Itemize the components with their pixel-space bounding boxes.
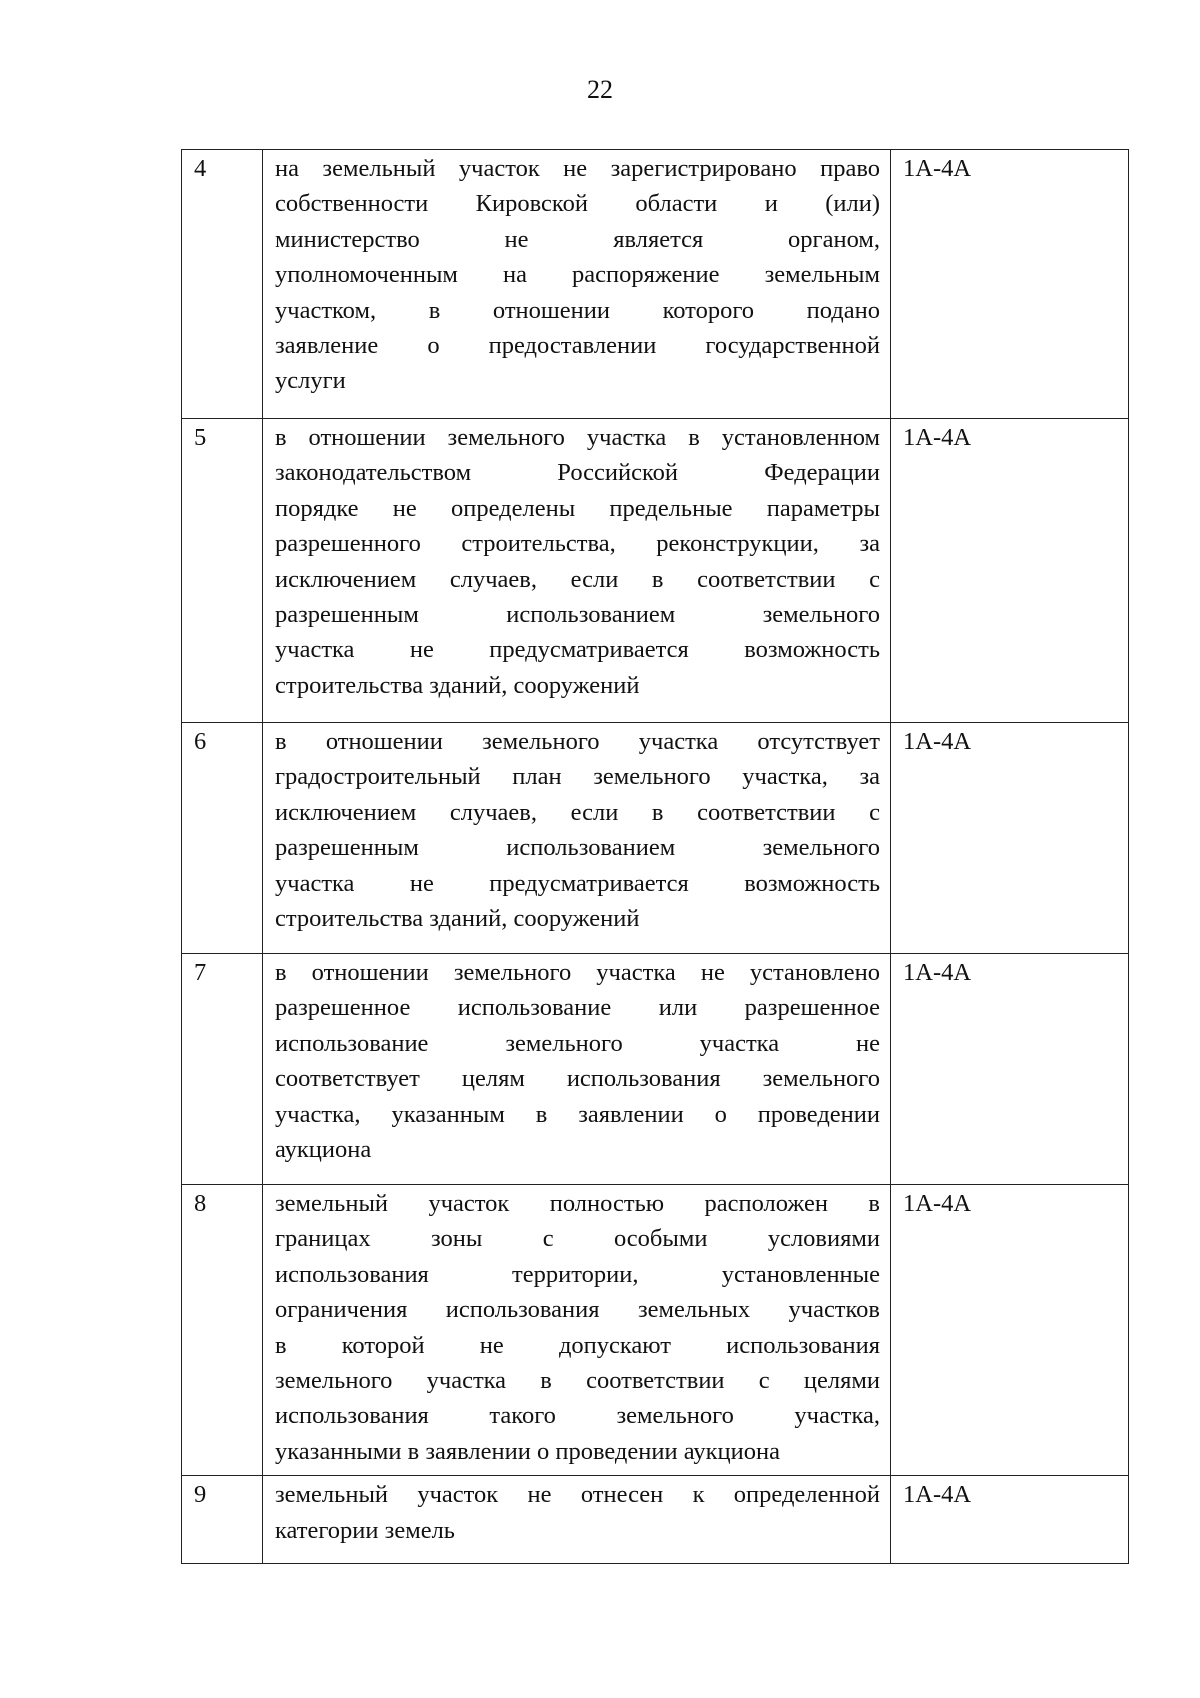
row-number-cell: 8 [182,1185,263,1476]
text-line: указанными в заявлении о проведении аукциона [275,1437,780,1465]
row-description-cell [263,723,891,954]
row-code-cell: 1А-4А [891,150,1129,419]
table-row [182,150,1129,419]
row-number-cell: 5 [182,419,263,723]
grounds-table [181,149,1129,1564]
row-code-cell: 1А-4А [891,723,1129,954]
text-line: порядке не определены предельные параметры [275,494,880,522]
table-row [182,954,1129,1185]
text-line: использование земельного участка не [275,1029,880,1057]
text-line: разрешенное использование или разрешенное [275,994,880,1022]
text-line: на земельный участок не зарегистрировано право [275,155,880,182]
text-line: ограничения использования земельных участков [275,1296,880,1324]
row-code-cell: 1А-4А [891,1185,1129,1476]
row-description-cell [263,1476,891,1564]
text-line: строительства зданий, сооружений [275,905,640,933]
text-line: исключением случаев, если в соответствии с [275,565,880,593]
text-line: участка, указанным в заявлении о проведении [275,1100,880,1128]
text-line: уполномоченным на распоряжение земельным [275,261,880,289]
text-line: участка не предусматривается возможность [275,636,880,664]
row-description-cell [263,419,891,723]
text-line: в которой не допускают использования [275,1331,880,1359]
text-line: разрешенным использованием земельного [275,601,880,629]
text-line: земельный участок не отнесен к определенной [275,1481,880,1509]
text-line: земельный участок полностью расположен в [275,1190,880,1217]
table-row [182,723,1129,954]
row-number-cell: 9 [182,1476,263,1564]
row-code-cell: 1А-4А [891,1476,1129,1564]
row-code-cell: 1А-4А [891,419,1129,723]
text-line: аукциона [275,1136,372,1164]
text-line: границах зоны с особыми условиями [275,1225,880,1253]
text-line: законодательством Российской Федерации [275,459,880,487]
text-line: категории земель [275,1516,455,1544]
row-number-cell: 6 [182,723,263,954]
text-line: соответствует целям использования земельного [275,1065,880,1093]
text-line: услуги [275,367,346,395]
row-code-cell: 1А-4А [891,954,1129,1185]
text-line: строительства зданий, сооружений [275,671,640,699]
text-line: собственности Кировской области и (или) [275,190,880,218]
row-description-cell [263,954,891,1185]
text-line: в отношении земельного участка отсутствует [275,728,880,755]
row-number-cell: 4 [182,150,263,419]
page-number: 22 [587,75,613,104]
table-row [182,1185,1129,1476]
table-row [182,1476,1129,1564]
table-row [182,419,1129,723]
row-number-cell: 7 [182,954,263,1185]
text-line: участком, в отношении которого подано [275,296,880,324]
row-description-cell [263,150,891,419]
text-line: министерство не является органом, [275,225,880,253]
text-line: заявление о предоставлении государственной [275,332,880,360]
text-line: разрешенного строительства, реконструкции, за [275,530,880,558]
text-line: в отношении земельного участка не установлено [275,959,880,986]
text-line: участка не предусматривается возможность [275,869,880,897]
text-line: разрешенным использованием земельного [275,834,880,862]
text-line: градостроительный план земельного участка, за [275,763,880,791]
row-description-cell [263,1185,891,1476]
text-line: земельного участка в соответствии с целями [275,1367,880,1395]
text-line: в отношении земельного участка в установленном [275,424,880,451]
text-line: использования такого земельного участка, [275,1402,880,1430]
text-line: использования территории, установленные [275,1260,880,1288]
text-line: исключением случаев, если в соответствии с [275,798,880,826]
